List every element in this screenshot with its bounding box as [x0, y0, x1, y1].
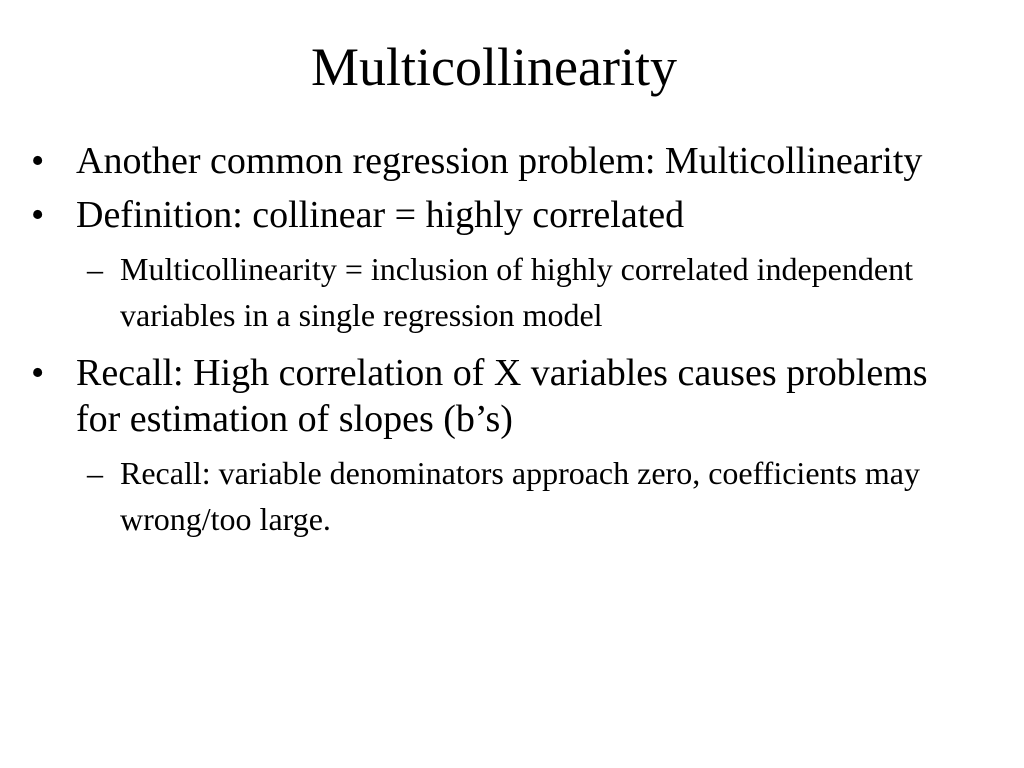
bullet-marker: • [31, 352, 45, 394]
bullet-text: Another common regression problem: Multicollinearity [76, 140, 923, 182]
bullet-text: Recall: High correlation of X variables causes problems for estimation of slopes (b’s) [76, 352, 928, 440]
bullet-text: Definition: collinear = highly correlated [76, 194, 685, 236]
bullet-item [31, 192, 966, 238]
sub-bullet-item [87, 246, 980, 338]
slide-title: Multicollinearity [311, 37, 677, 97]
bullet-item [31, 138, 966, 184]
bullet-list [0, 138, 1024, 554]
bullet-item [31, 350, 966, 442]
sub-bullet-text: Recall: variable denominators approach zero, coefficients may wrong/too large. [120, 455, 920, 537]
sub-bullet-marker: – [87, 251, 103, 287]
bullet-marker: • [31, 194, 45, 236]
bullet-marker: • [31, 140, 45, 182]
sub-bullet-marker: – [87, 455, 103, 491]
sub-bullet-text: Multicollinearity = inclusion of highly correlated independent variables in a single regression model [120, 251, 913, 333]
sub-bullet-item [87, 450, 980, 542]
